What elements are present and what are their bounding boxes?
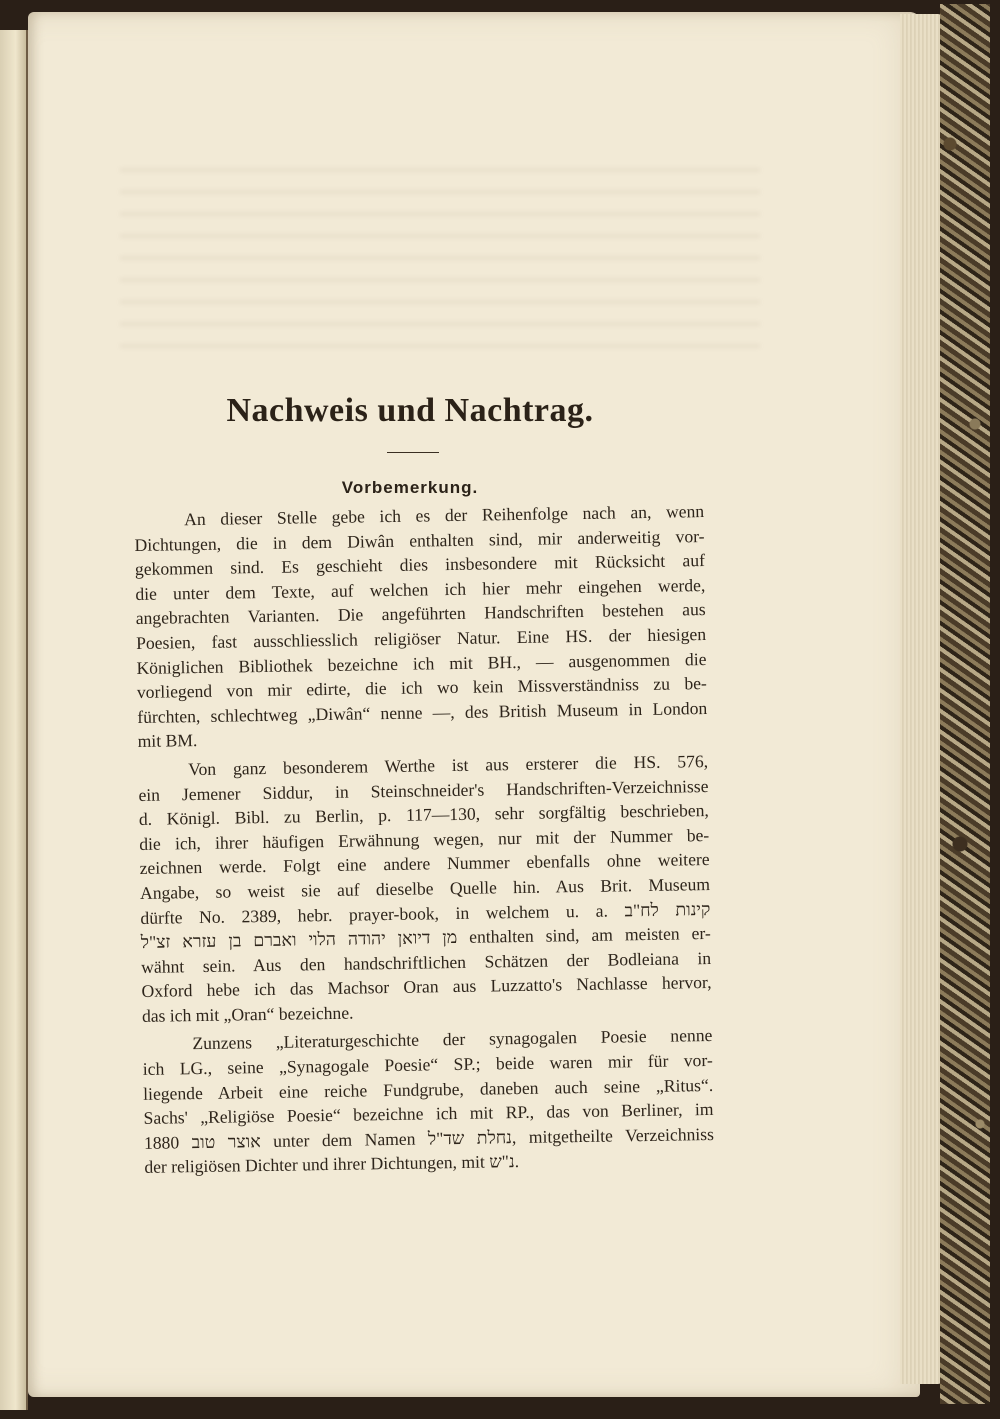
text-line: die ich, ihrer häufigen Erwähnung wegen, nur mit der Nummer be- <box>139 824 710 854</box>
text-line: mit BM. <box>137 730 198 752</box>
text-line: Von ganz besonderem Werthe ist aus ersterer die HS. 576, <box>187 750 709 780</box>
show-through-text <box>120 150 760 350</box>
text-line: angebrachten Varianten. Die angeführten Handschriften bestehen aus <box>135 599 706 629</box>
text-line: ein Jemener Siddur, in Steinschneider's Handschriften-Verzeichnisse <box>138 775 709 805</box>
text-line: Zunzens „Literaturgeschichte der synagogalen Poesie nenne <box>192 1025 713 1054</box>
text-line: gekommen sind. Es geschieht dies insbesondere mit Rücksicht auf <box>134 550 706 580</box>
text-line: Dichtungen, die in dem Diwân enthalten sind, mir anderweitig vor- <box>134 525 705 555</box>
page-title: Nachweis und Nachtrag. <box>226 392 594 429</box>
text-line: dürfte No. 2389, hebr. prayer-book, in welchem u. a. קינות לח"ב <box>140 898 711 928</box>
text-line: Sachs' „Religiöse Poesie“ bezeichne ich mit RP., das von Berliner, im <box>143 1099 714 1129</box>
text-line: An dieser Stelle gebe ich es der Reihenfolge nach an, wenn <box>184 501 705 530</box>
facing-page-edge <box>0 30 28 1410</box>
body-text <box>134 499 715 1184</box>
text-line: wähnt sein. Aus den handschriftlichen Schätzen der Bodleiana in <box>141 947 712 977</box>
text-line: Angabe, so weist sie auf dieselbe Quelle hin. Aus Brit. Museum <box>139 873 711 903</box>
text-line: liegende Arbeit eine reiche Fundgrube, daneben auch seine „Ritus“. <box>143 1074 714 1104</box>
text-line: d. Königl. Bibl. zu Berlin, p. 117—130, sehr sorgfältig beschrieben, <box>138 800 709 830</box>
text-line: Poesien, fast ausschliesslich religiöser Natur. Eine HS. der hiesigen <box>135 624 707 653</box>
paragraph-3 <box>142 1023 714 1179</box>
text-line: אוצר טוב 1880 unter dem Namen נחלת שד"ל, mitgetheilte Verzeichniss <box>143 1123 715 1153</box>
text-line: das ich mit „Oran“ bezeichne. <box>141 1002 354 1026</box>
text-line: fürchten, schlechtweg „Diwân“ nenne —, des British Museum in London <box>137 697 708 727</box>
text-line: Oxford hebe ich das Machsor Oran aus Luzzatto's Nachlasse hervor, <box>141 972 712 1002</box>
section-heading: Vorbemerkung. <box>341 478 479 497</box>
marbled-cover-edge <box>940 4 990 1404</box>
title-divider <box>387 452 439 453</box>
text-line: מן דיואן יהודה הלוי ואברם בן עזרא זצ"ל enthalten sind, am meisten er- <box>140 923 711 953</box>
text-line: ich LG., seine „Synagogale Poesie“ SP.; beide waren mir für vor- <box>142 1050 713 1079</box>
text-line: der religiösen Dichter und ihrer Dichtungen, mit נ"ש. <box>144 1151 520 1178</box>
text-line: Königlichen Bibliothek bezeichne ich mit BH., — ausgenommen die <box>136 648 707 678</box>
text-line: vorliegend von mir edirte, die ich wo kein Missverständniss zu be- <box>136 673 707 703</box>
page-block-edges <box>900 14 942 1384</box>
paragraph-2 <box>138 749 712 1028</box>
text-line: die unter dem Texte, auf welchen ich hier mehr eingehen werde, <box>135 574 706 604</box>
text-line: zeichnen werde. Folgt eine andere Nummer ebenfalls ohne weitere <box>139 849 710 879</box>
paragraph-1 <box>134 499 708 754</box>
